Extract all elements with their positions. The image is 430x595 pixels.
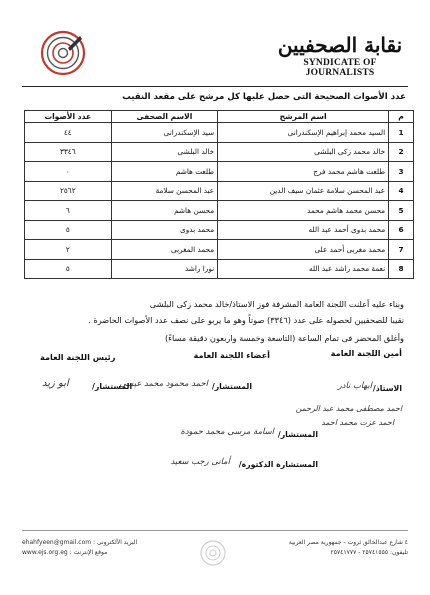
row-number: 4	[389, 181, 414, 201]
brand-english: SYNDICATE OF JOURNALISTS	[303, 58, 377, 78]
member3-signature: أمانى رجب سعيد	[170, 456, 230, 466]
chairman-title: رئيس اللجنة العامة	[40, 352, 116, 362]
press-name: محمد بدوى	[111, 220, 217, 240]
member1-signature: احمد محمود محمد عيسى	[119, 378, 208, 388]
announcement-line-2: نقيبا للصحفيين لحصوله على عدد (٣٣٤٦) صوتاً وهو ما يربو على نصف عدد الأصوات الحاضرة .	[88, 315, 404, 325]
member-extra-signature-2: احمد عزت محمد احمد	[321, 418, 394, 427]
brand-block	[270, 34, 410, 78]
candidate-name: خالد محمد زكى البلشى	[218, 142, 389, 162]
row-number: 2	[389, 142, 414, 162]
row-number: 1	[389, 123, 414, 143]
announcement-line-1: وبناء عليه أعلنت اللجنة العامة المشرفة فوز الاستاذ/خالد محمد زكى البلشى	[149, 299, 404, 309]
footer-divider	[22, 530, 408, 531]
col-candidate: اسم المرشح	[218, 111, 389, 123]
row-number: 3	[389, 162, 414, 182]
table-row	[25, 201, 414, 221]
candidate-name: محسن محمد هاشم محمد	[218, 201, 389, 221]
table-row	[25, 259, 414, 279]
candidate-name: السيد محمد إبراهيم الإسكندرانى	[218, 123, 389, 143]
footer-address: ٤ شارع عبدالخالق ثروت - جمهورية مصر العربية	[288, 539, 408, 546]
table-header-row	[25, 111, 414, 123]
candidate-name: محمد بدوى أحمد عبد الله	[218, 220, 389, 240]
press-name: نورا راشد	[111, 259, 217, 279]
footer-watermark-icon	[200, 540, 226, 566]
document-title: عدد الأصوات الصحيحة التى حصل عليها كل مرشح على مقعد النقيب	[122, 92, 406, 102]
vote-count: ٢	[25, 240, 112, 260]
footer-contact	[22, 538, 137, 558]
table-row	[25, 240, 414, 260]
announcement-line-3: وأغلق المحضر فى تمام الساعة (التاسعة وخمسة واربعون دقيقة مساءً)	[164, 333, 404, 343]
member1-role: المستشار/	[211, 382, 252, 391]
footer-website: www.ejs.org.eg : موقع الإنترنت	[22, 549, 108, 556]
table-row	[25, 123, 414, 143]
member2-role: المستشار/	[277, 430, 318, 439]
secretary-role: الاستاذ/	[372, 384, 402, 393]
vote-count: ٠	[25, 162, 112, 182]
candidate-name: محمد مغربى أحمد على	[218, 240, 389, 260]
vote-count: ٣٣٤٦	[25, 142, 112, 162]
vote-count: ٤٤	[25, 123, 112, 143]
secretary-signature: ايهاب نادر	[337, 380, 372, 390]
candidate-name: طلعت هاشم محمد فرج	[218, 162, 389, 182]
table-row	[25, 142, 414, 162]
secretary-title: أمين اللجنة العامة	[330, 348, 402, 358]
footer-phones: تليفون: ٢٥٧٤١٥٥٥ - ٢٥٧٤١٧٧٧	[330, 549, 408, 556]
vote-count: ٥	[25, 220, 112, 240]
table-row	[25, 181, 414, 201]
votes-table	[24, 110, 414, 279]
press-name: عبد المحسن سلامة	[111, 181, 217, 201]
press-name: محسن هاشم	[111, 201, 217, 221]
footer-email: ehahfyeen@gmail.com : البريد الألكترونى	[22, 539, 138, 546]
vote-count: ٢٥٦٢	[25, 181, 112, 201]
members-title: أعضاء اللجنة العامة	[193, 350, 270, 360]
table-row	[25, 162, 414, 182]
candidate-name: عبد المحسن سلامة عثمان سيف الدين	[218, 181, 389, 201]
table-row	[25, 220, 414, 240]
col-number: م	[389, 111, 414, 123]
row-number: 6	[389, 220, 414, 240]
member3-role: المستشارة الدكتورة/	[238, 460, 318, 469]
syndicate-logo-icon	[40, 30, 86, 76]
row-number: 7	[389, 240, 414, 260]
press-name: طلعت هاشم	[111, 162, 217, 182]
vote-count: ٥	[25, 259, 112, 279]
press-name: خالد البلشى	[111, 142, 217, 162]
chairman-role: المستشار/	[92, 382, 133, 391]
footer-address-block	[289, 538, 408, 558]
header-divider	[22, 86, 408, 87]
member2-signature: اسامة مرسى محمد حمودة	[180, 426, 274, 436]
press-name: محمد المغربى	[111, 240, 217, 260]
brand-arabic: نقابة الصحفيين	[277, 33, 403, 57]
vote-count: ٦	[25, 201, 112, 221]
chairman-signature: ابو زيد	[42, 378, 69, 389]
member-extra-signature-1: احمد مصطفى محمد عبد الرحمن	[295, 404, 402, 413]
press-name: سيد الإسكندرانى	[111, 123, 217, 143]
row-number: 8	[389, 259, 414, 279]
row-number: 5	[389, 201, 414, 221]
col-alias: الاسم الصحفى	[111, 111, 217, 123]
col-votes: عدد الأصوات	[25, 111, 112, 123]
candidate-name: نعمة محمد راشد عبد الله	[218, 259, 389, 279]
